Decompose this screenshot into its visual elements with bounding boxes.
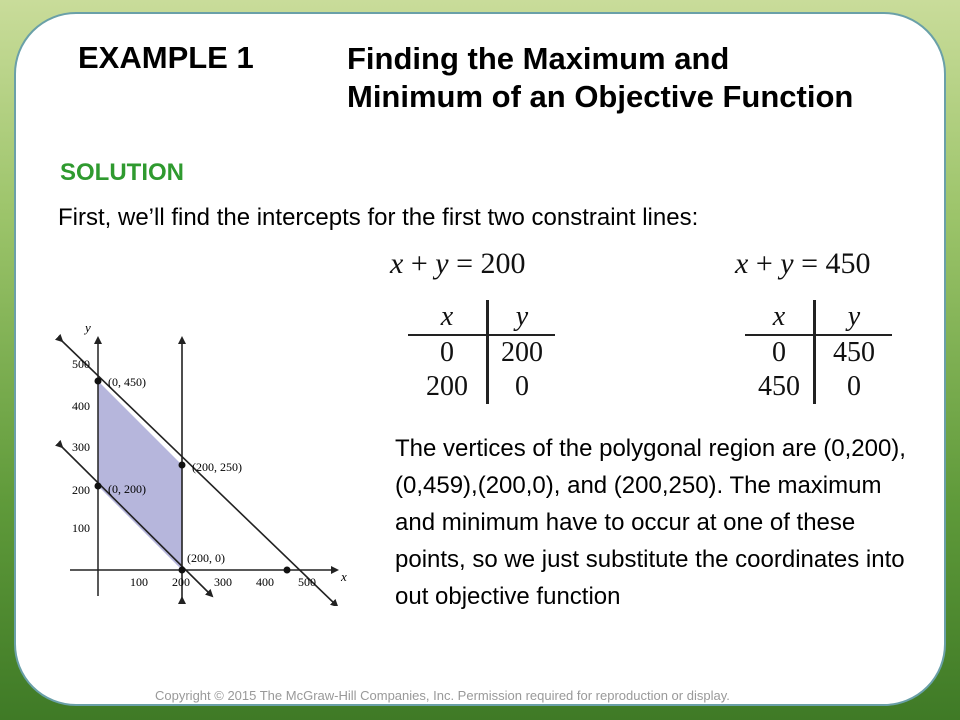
table-header: x bbox=[745, 300, 815, 335]
vertex-point bbox=[179, 567, 186, 574]
x-intercept-point bbox=[284, 567, 291, 574]
x-tick-label: 300 bbox=[214, 575, 232, 589]
table-header: y bbox=[488, 300, 556, 335]
table-cell: 0 bbox=[408, 335, 488, 370]
vertex-label: (200, 0) bbox=[187, 551, 225, 565]
table-cell: 200 bbox=[408, 370, 488, 404]
table-header: y bbox=[815, 300, 893, 335]
table-cell: 200 bbox=[501, 337, 543, 368]
vertex-point bbox=[95, 483, 102, 490]
y-tick-label: 100 bbox=[72, 521, 90, 535]
feasible-region-graph bbox=[52, 316, 352, 606]
vertex-point bbox=[179, 462, 186, 469]
intercept-table-2 bbox=[745, 300, 892, 404]
table-cell: 450 bbox=[833, 337, 875, 368]
x-tick-label: 500 bbox=[298, 575, 316, 589]
table-cell: 0 bbox=[745, 335, 815, 370]
feasible-region bbox=[98, 381, 182, 570]
x-axis-label: x bbox=[341, 569, 347, 584]
y-tick-label: 200 bbox=[72, 483, 90, 497]
vertex-label: (0, 200) bbox=[108, 482, 146, 496]
equation-1: x + y = 200 bbox=[390, 247, 526, 280]
y-tick-label: 400 bbox=[72, 399, 90, 413]
copyright-notice: Copyright © 2015 The McGraw-Hill Companies, Inc. Permission required for reproduction or display. bbox=[155, 688, 730, 703]
intercept-table-1 bbox=[408, 300, 555, 404]
y-axis-label: y bbox=[85, 320, 91, 335]
y-tick-label: 300 bbox=[72, 440, 90, 454]
intro-text: First, we’ll find the intercepts for the first two constraint lines: bbox=[58, 204, 699, 231]
x-tick-label: 100 bbox=[130, 575, 148, 589]
solution-label: SOLUTION bbox=[60, 159, 184, 186]
y-tick-label: 500 bbox=[72, 357, 90, 371]
explanation-text: The vertices of the polygonal region are (0,200), (0,459),(200,0), and (200,250). The maximum and minimum have to occur at one of these points, so we just substitute the coordinates into out objective function bbox=[395, 435, 906, 610]
vertex-label: (200, 250) bbox=[192, 460, 242, 474]
vertex-label: (0, 450) bbox=[108, 375, 146, 389]
x-tick-label: 200 bbox=[172, 575, 190, 589]
vertex-point bbox=[95, 378, 102, 385]
table-header: x bbox=[408, 300, 488, 335]
table-cell: 450 bbox=[745, 370, 815, 404]
table-cell: 0 bbox=[515, 371, 529, 402]
x-tick-label: 400 bbox=[256, 575, 274, 589]
example-heading: EXAMPLE 1 bbox=[78, 40, 254, 75]
table-cell: 0 bbox=[847, 371, 861, 402]
page-title: Finding the Maximum and Minimum of an Objective Function bbox=[347, 41, 854, 114]
equation-2: x + y = 450 bbox=[735, 247, 871, 280]
